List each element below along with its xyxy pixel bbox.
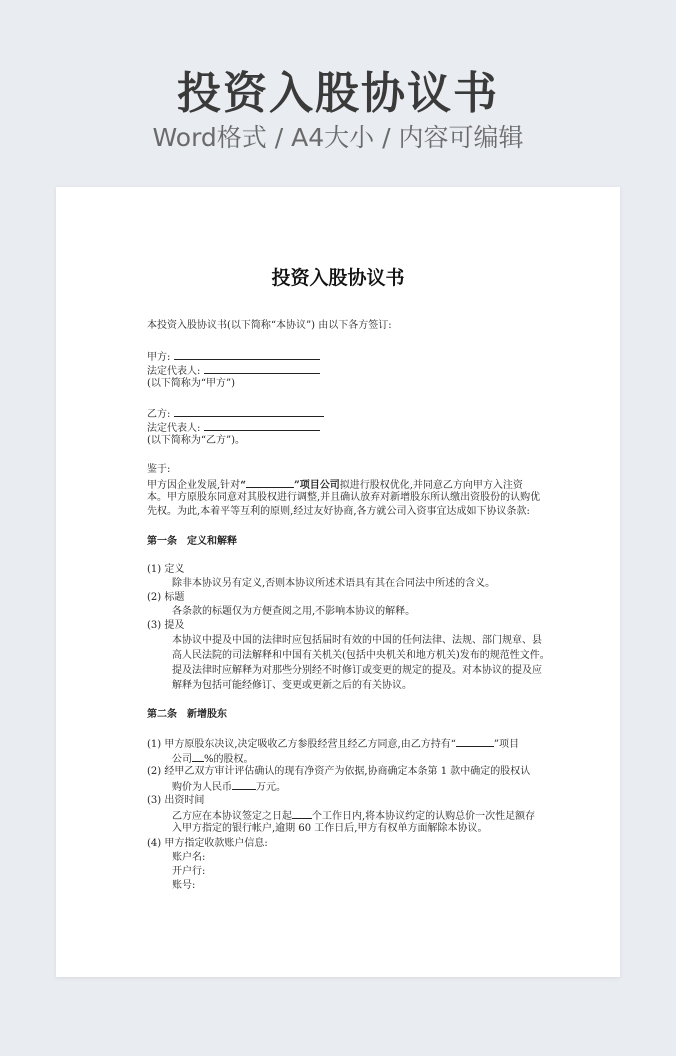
article-1-s2-label: (2) 标题 (147, 592, 185, 603)
document-page (56, 187, 620, 977)
intro-text: 本投资入股协议书(以下简称“本协议”) 由以下各方签订: (147, 320, 392, 331)
party-a-rep-blank[interactable] (204, 363, 320, 374)
clause-2-price-a: 购价为人民币 (172, 782, 232, 793)
recitals-quote-close: ” (293, 480, 300, 491)
article-2-heading: 第二条 新增股东 (147, 709, 227, 720)
project-name-blank[interactable] (246, 477, 294, 488)
clause-1-company: 公司 (172, 754, 192, 765)
article-2-c3-line-2: 入甲方指定的银行帐户,逾期 60 工作日后,甲方有权单方面解除本协议。 (172, 823, 488, 834)
party-a-note: (以下简称为“甲方”) (147, 378, 236, 389)
recitals-quote-open: “ (240, 480, 246, 491)
recitals-label: 鉴于: (147, 464, 171, 475)
article-1-s3-text-3: 提及法律时应解释为对那些分别经不时修订或变更的规定的提及。对本协议的提及应 (172, 665, 542, 676)
article-1-s1-text: 除非本协议另有定义,否则本协议所述术语具有其在合同法中所述的含义。 (172, 578, 496, 589)
bank-label: 开户行: (172, 866, 206, 877)
article-1-heading: 第一条 定义和解释 (147, 536, 237, 547)
account-name-label: 账户名: (172, 852, 206, 863)
document-title: 投资入股协议书 (271, 267, 405, 289)
clause-1-project-blank[interactable] (456, 736, 494, 747)
article-1-s3-text-2: 高人民法院的司法解释和中国有关机关(包括中央机关和地方机关)发布的规范性文件。 (172, 650, 550, 661)
account-number-label: 账号: (172, 880, 196, 891)
clause-3-text-b: 个工作日内,将本协议约定的认购总价一次性足额存 (312, 811, 536, 822)
recitals-project: 项目公司 (299, 480, 340, 491)
article-2-c1-line-1 (147, 736, 519, 752)
article-2-c2-line-2 (172, 779, 286, 795)
article-1-s3-label: (3) 提及 (147, 620, 185, 631)
banner-title: 投资入股协议书 (177, 68, 499, 119)
party-a-blank[interactable] (174, 349, 320, 360)
party-b-rep-blank[interactable] (204, 420, 320, 431)
recitals-text-a: 甲方因企业发展,针对 (147, 480, 241, 491)
article-2-c4-label: (4) 甲方指定收款账户信息: (147, 838, 268, 849)
days-blank[interactable] (292, 808, 312, 819)
party-a-label: 甲方: (147, 352, 171, 363)
party-b-label: 乙方: (147, 409, 171, 420)
recitals-line-3: 先权。为此,本着平等互利的原则,经过友好协商,各方就公司入资事宜达成如下协议条款: (147, 506, 530, 517)
party-a-rep-label: 法定代表人: (147, 366, 201, 377)
party-b-rep-label: 法定代表人: (147, 423, 201, 434)
clause-1-text-b: ”项目 (493, 739, 519, 750)
price-blank[interactable] (232, 779, 256, 790)
party-b-note: (以下简称为“乙方”)。 (147, 435, 246, 446)
recitals-line-2: 本。甲方原股东同意对其股权进行调整,并且确认放弃对新增股东所认缴出资股份的认购优 (147, 492, 541, 503)
clause-3-text-a: 乙方应在本协议签定之日起 (172, 811, 292, 822)
party-b-blank[interactable] (174, 406, 324, 417)
clause-2-price-b: 万元。 (256, 782, 286, 793)
equity-percent-blank[interactable] (192, 751, 204, 762)
article-1-s2-text: 各条款的标题仅为方便查阅之用,不影响本协议的解释。 (172, 606, 416, 617)
article-2-c2-line-1: (2) 经甲乙双方审计评估确认的现有净资产为依据,协商确定本条第 1 款中确定的股权认 (147, 766, 531, 777)
banner-subtitle: Word格式 / A4大小 / 内容可编辑 (152, 123, 524, 152)
article-1-s3-text-1: 本协议中提及中国的法律时应包括届时有效的中国的任何法律、法规、部门规章、县 (172, 635, 542, 646)
clause-1-text-a: (1) 甲方原股东决议,决定吸收乙方参股经营且经乙方同意,由乙方持有“ (147, 739, 456, 750)
article-1-s3-text-4: 解释为包括可能经修订、变更或更新之后的有关协议。 (172, 680, 412, 691)
article-1-s1-label: (1) 定义 (147, 564, 185, 575)
recitals-text-b: 拟进行股权优化,并同意乙方向甲方入注资 (339, 480, 523, 491)
article-2-c3-label: (3) 出资时间 (147, 795, 205, 806)
clause-1-equity: %的股权。 (204, 754, 254, 765)
